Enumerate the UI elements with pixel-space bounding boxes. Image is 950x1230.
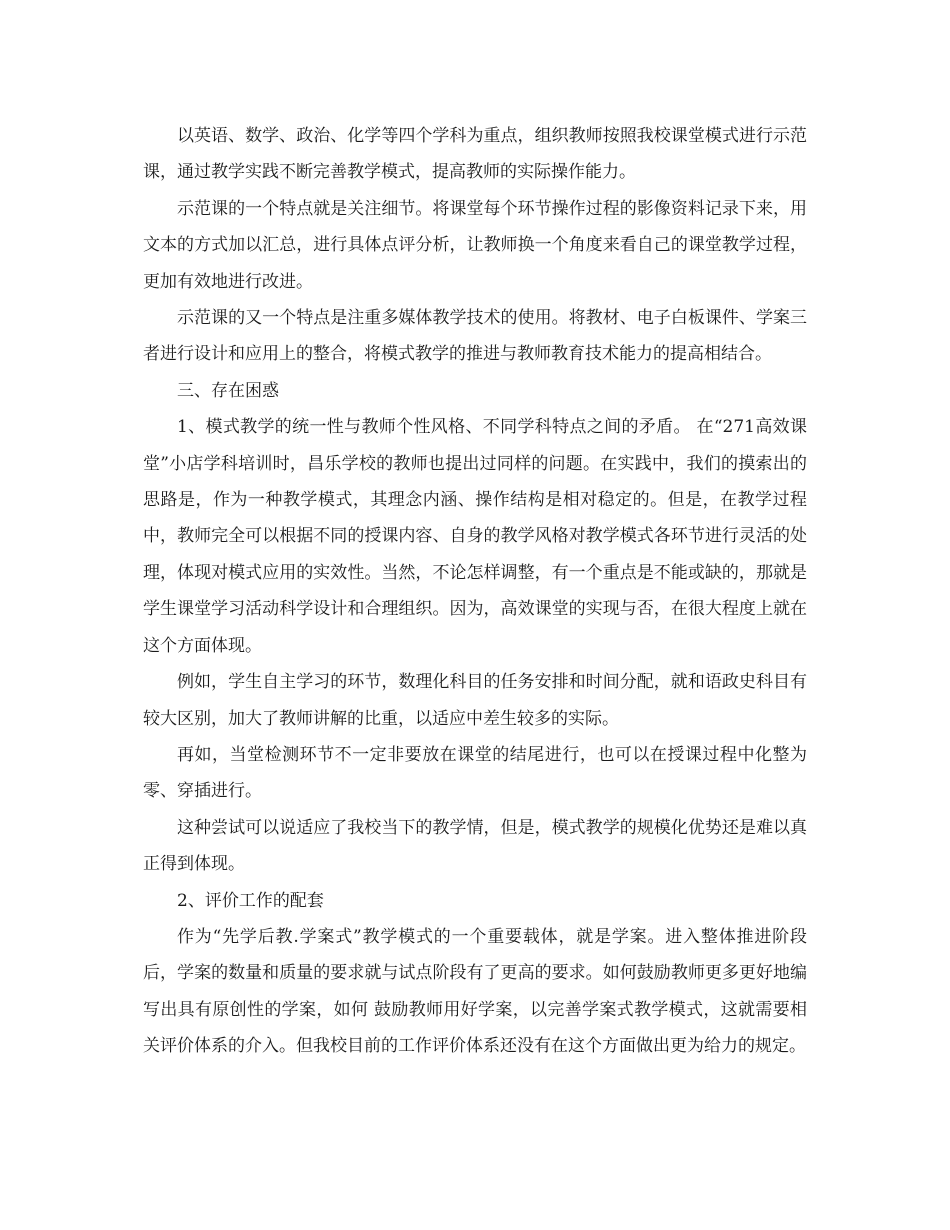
paragraph-demo-course-details: 示范课的一个特点就是关注细节。将课堂每个环节操作过程的影像资料记录下来，用文本的方式加以汇总，进行具体点评分析，让教师换一个角度来看自己的课堂教学过程，更加有效地进行改进。 [143,198,807,292]
paragraph-demo-course-multimedia: 示范课的又一个特点是注重多媒体教学技术的使用。将教材、电子白板课件、学案三者进行设计和应用上的整合，将模式教学的推进与教师教育技术能力的提高相结合。 [143,308,807,365]
paragraph-example-classroom-test: 再如，当堂检测环节不一定非要放在课堂的结尾进行，也可以在授课过程中化整为零、穿插进行。 [143,744,807,802]
paragraph-attempt-summary: 这种尝试可以说适应了我校当下的教学情，但是，模式教学的规模化优势还是难以真正得到体现。 [143,817,807,875]
paragraph-example-self-study: 例如，学生自主学习的环节，数理化科目的任务安排和时间分配，就和语政史科目有较大区别，加大了教师讲解的比重，以适应中差生较多的实际。 [143,672,807,729]
document-body [143,118,807,1065]
paragraph-evaluation-system: 作为“先学后教.学案式”教学模式的一个重要载体，就是学案。进入整体推进阶段后，学案的数量和质量的要求就与试点阶段有了更高的要求。如何鼓励教师更多更好地编写出具有原创性的学案，如何 鼓励教师用好学案，以完善学案式教学模式，这就需要相关评价体系的介入。但我校目前的工作评价体系还没有在这个方面做出更为给力的规定。 [143,926,807,1057]
section-heading-confusion: 三、存在困惑 [177,380,279,401]
paragraph-model-unity-conflict: 1、模式教学的统一性与教师个性风格、不同学科特点之间的矛盾。 在“271高效课堂”小店学科培训时，昌乐学校的教师也提出过同样的问题。在实践中，我们的摸索出的思路是，作为一种教学模式，其理念内涵、操作结构是相对稳定的。但是，在教学过程中，教师完全可以根据不同的授课内容、自身的教学风格对教学模式各环节进行灵活的处理，体现对模式应用的实效性。当然，不论怎样调整，有一个重点是不能或缺的，那就是学生课堂学习活动科学设计和合理组织。因为，高效课堂的实现与否，在很大程度上就在这个方面体现。 [143,417,807,656]
paragraph-demo-course-intro: 以英语、数学、政治、化学等四个学科为重点，组织教师按照我校课堂模式进行示范课，通过教学实践不断完善教学模式，提高教师的实际操作能力。 [143,126,807,183]
subheading-evaluation: 2、评价工作的配套 [177,890,324,911]
